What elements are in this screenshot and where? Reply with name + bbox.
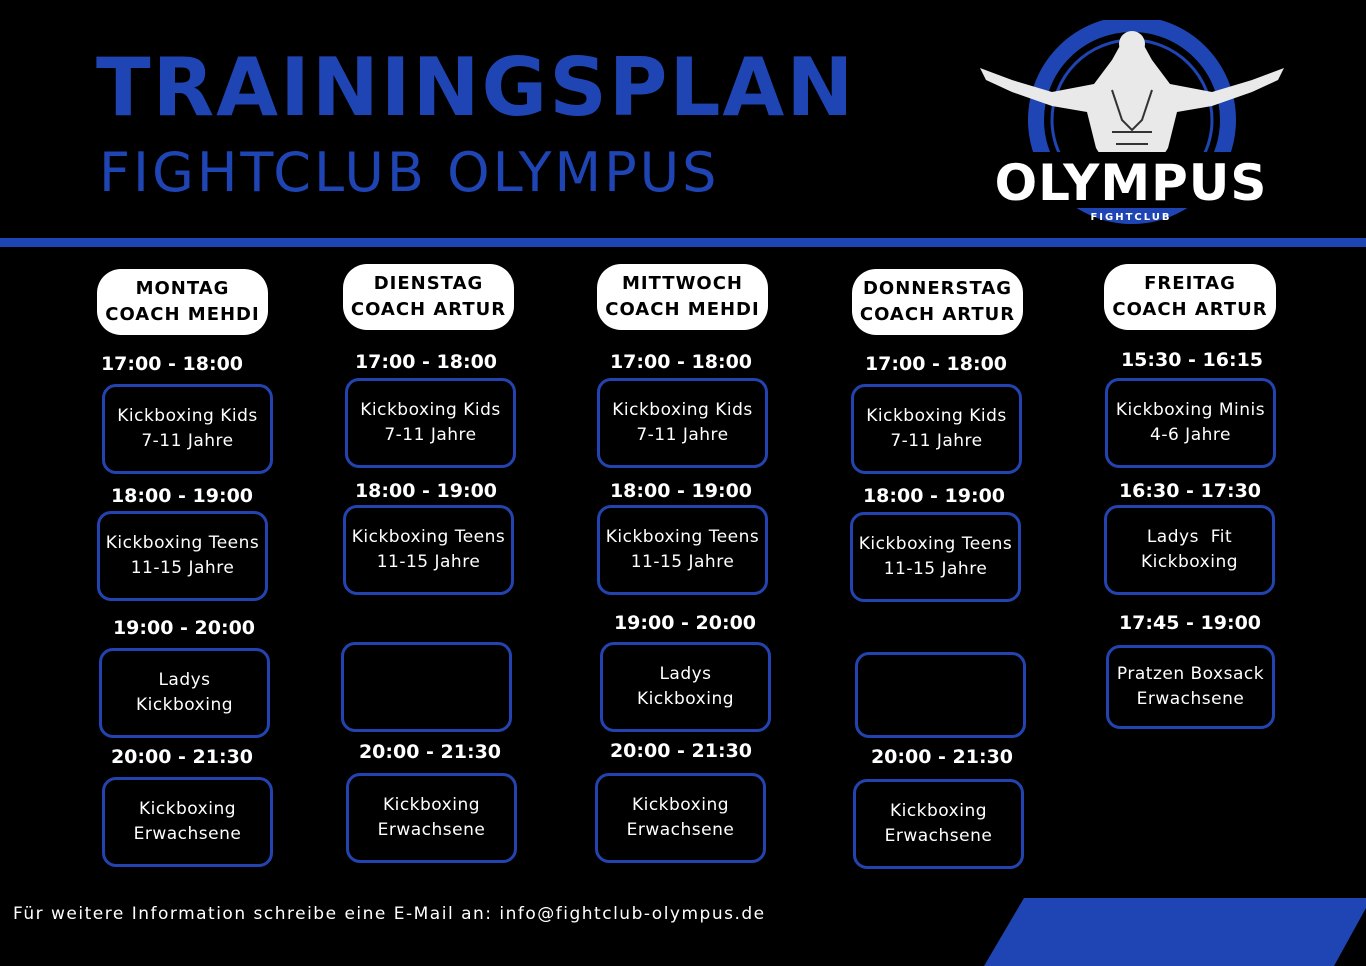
slot-time: 18:00 - 19:00 [110,485,254,507]
class-detail: 4-6 Jahre [1150,425,1231,445]
coach-name: COACH ARTUR [859,304,1016,325]
class-detail: 7-11 Jahre [636,425,729,445]
class-name: Kickboxing [138,799,237,819]
day-header-freitag [1104,264,1276,330]
class-name: Kickboxing Teens [351,527,506,547]
class-name: Kickboxing [631,795,730,815]
coach-name: COACH MEHDI [105,304,260,325]
class-detail: 11-15 Jahre [130,558,235,578]
svg-text:FIGHTCLUB: FIGHTCLUB [1090,212,1172,223]
day-header-dienstag [343,264,514,330]
slot-time: 20:00 - 21:30 [870,746,1014,768]
empty-class-box [855,652,1026,738]
class-detail: 11-15 Jahre [376,552,481,572]
slot-time: 17:00 - 18:00 [609,351,753,373]
empty-class-box [341,642,512,732]
class-name: Ladys [158,670,211,690]
class-box [102,384,273,474]
class-box [850,512,1021,602]
class-detail: Erwachsene [1136,689,1245,709]
day-name: MITTWOCH [621,273,743,294]
day-name: FREITAG [1144,273,1236,294]
class-detail: 7-11 Jahre [141,431,234,451]
slot-time: 15:30 - 16:15 [1120,349,1264,371]
class-detail: Erwachsene [377,820,486,840]
class-box [1106,645,1275,729]
class-name: Kickboxing Teens [105,533,260,553]
day-name: DONNERSTAG [862,278,1013,299]
class-name: Kickboxing [382,795,481,815]
class-detail: 11-15 Jahre [883,559,988,579]
coach-name: COACH ARTUR [350,299,507,320]
slot-time: 20:00 - 21:30 [358,741,502,763]
class-box [851,384,1022,474]
page-title: TRAININGSPLAN [96,41,856,134]
slot-time: 18:00 - 19:00 [862,485,1006,507]
class-detail: Kickboxing [135,695,234,715]
class-detail: 11-15 Jahre [630,552,735,572]
class-box [345,378,516,468]
slot-time: 20:00 - 21:30 [110,746,254,768]
slot-time: 17:00 - 18:00 [864,353,1008,375]
class-name: Kickboxing Minis [1115,400,1266,420]
slot-time: 19:00 - 20:00 [613,612,757,634]
olympus-logo [972,20,1290,236]
coach-name: COACH ARTUR [1112,299,1268,320]
class-detail: Kickboxing [636,689,735,709]
slot-time: 17:00 - 18:00 [354,351,498,373]
class-box [597,378,768,468]
day-header-montag [97,269,268,335]
class-detail: Erwachsene [133,824,242,844]
day-name: MONTAG [135,278,230,299]
class-box [1105,378,1276,468]
class-box [102,777,273,867]
class-name: Kickboxing Kids [866,406,1007,426]
class-detail: 7-11 Jahre [890,431,983,451]
class-detail: Erwachsene [626,820,735,840]
class-box [597,505,768,595]
slot-time: 19:00 - 20:00 [112,617,256,639]
class-name: Kickboxing Kids [612,400,753,420]
class-box [853,779,1024,869]
class-detail: 7-11 Jahre [384,425,477,445]
day-name: DIENSTAG [373,273,484,294]
class-detail: Erwachsene [884,826,993,846]
slot-time: 16:30 - 17:30 [1118,480,1262,502]
footer-accent-stripe [984,898,1366,966]
class-name: Ladys Fit [1146,527,1233,547]
class-box [97,511,268,601]
slot-time: 20:00 - 21:30 [609,740,753,762]
page-subtitle: FIGHTCLUB OLYMPUS [99,141,720,204]
class-name: Kickboxing [889,801,988,821]
class-box [600,642,771,732]
class-name: Kickboxing Kids [360,400,501,420]
class-name: Kickboxing Kids [117,406,258,426]
class-name: Kickboxing Teens [605,527,760,547]
class-detail: Kickboxing [1140,552,1239,572]
class-name: Pratzen Boxsack [1116,664,1265,684]
class-box [1104,505,1275,595]
header-divider [0,238,1366,247]
class-name: Kickboxing Teens [858,534,1013,554]
slot-time: 18:00 - 19:00 [609,480,753,502]
slot-time: 17:00 - 18:00 [100,353,244,375]
class-name: Ladys [659,664,712,684]
footer-contact-text: Für weitere Information schreibe eine E-Mail an: info@fightclub-olympus.de [13,904,766,924]
svg-text:OLYMPUS: OLYMPUS [994,154,1268,212]
coach-name: COACH MEHDI [605,299,760,320]
class-box [99,648,270,738]
day-header-donnerstag [852,269,1023,335]
day-header-mittwoch [597,264,768,330]
slot-time: 18:00 - 19:00 [354,480,498,502]
class-box [595,773,766,863]
slot-time: 17:45 - 19:00 [1118,612,1262,634]
class-box [346,773,517,863]
class-box [343,505,514,595]
